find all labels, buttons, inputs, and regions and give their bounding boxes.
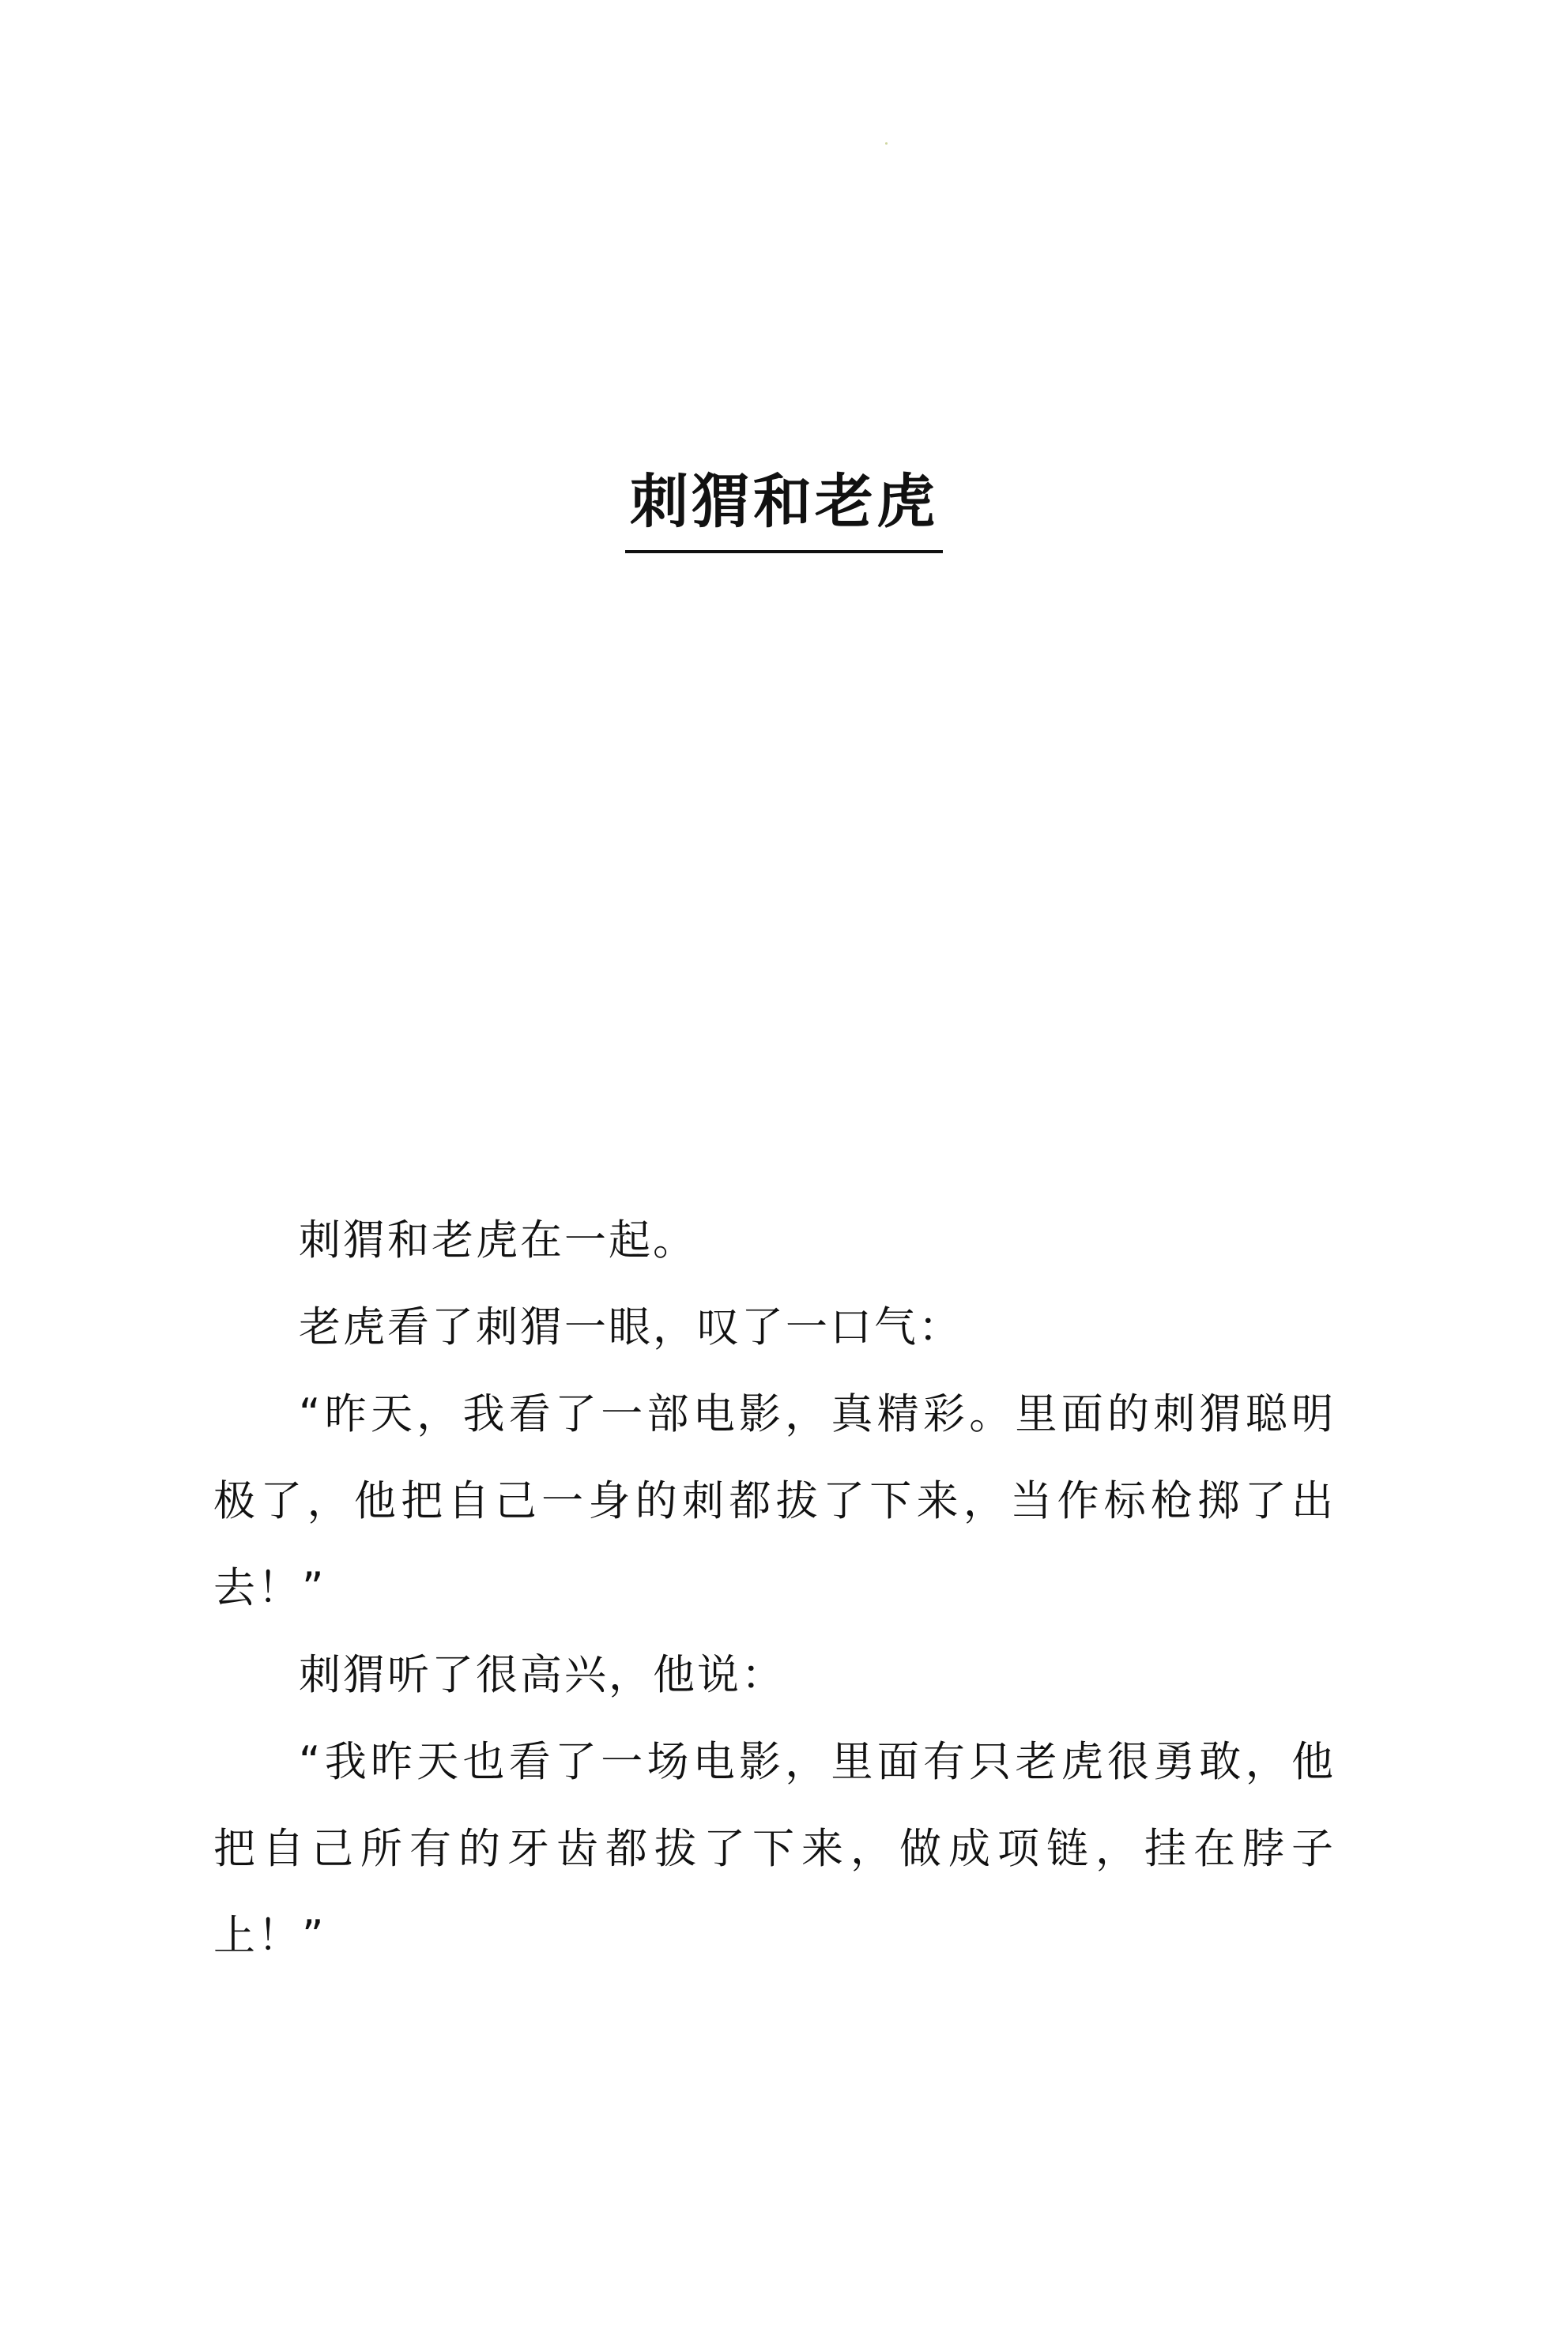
paragraph-4: 刺猬听了很高兴，他说： (299, 1651, 786, 1699)
paragraph-1: 刺猬和老虎在一起。 (299, 1216, 697, 1265)
paragraph-2: 老虎看了刺猬一眼，叹了一口气： (299, 1303, 963, 1351)
story-body (213, 1197, 1336, 1980)
paragraph-3: “昨天，我看了一部电影，真精彩。里面的刺猬聪明极了，他把自己一身的刺都拔了下来，当作标枪掷了出去！” (213, 1390, 1336, 1612)
title-block (0, 458, 1568, 553)
paragraph-5: “我昨天也看了一场电影，里面有只老虎很勇敢，他把自己所有的牙齿都拔了下来，做成项链，挂在脖子上！” (213, 1738, 1336, 1960)
story-title: 刺猬和老虎 (625, 458, 943, 553)
paper-speck (885, 142, 888, 145)
